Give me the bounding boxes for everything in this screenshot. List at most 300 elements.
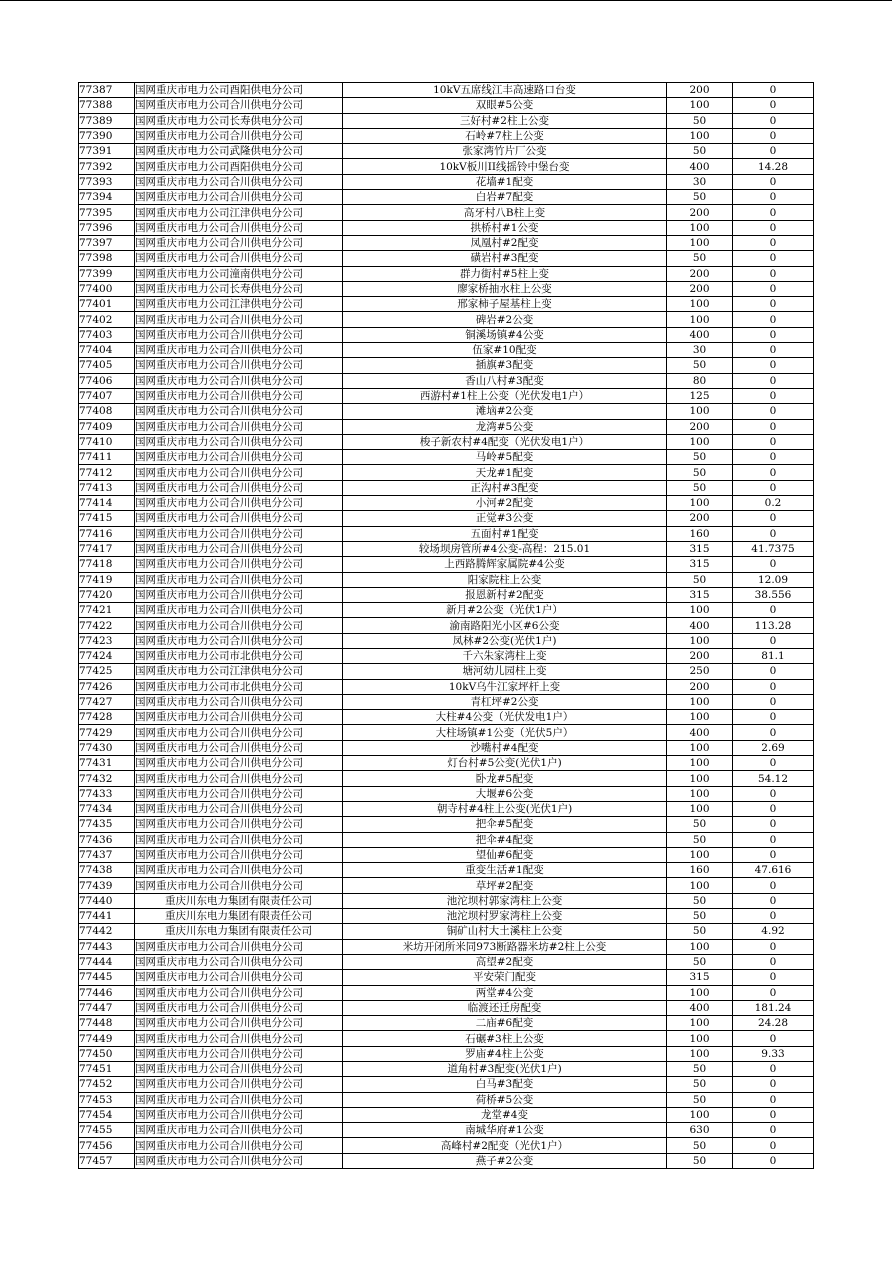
table-row bbox=[79, 557, 814, 572]
table-row bbox=[79, 909, 814, 924]
table-row bbox=[79, 756, 814, 771]
company-cell: 国网重庆市电力公司合川供电分公司 bbox=[135, 603, 343, 618]
company-cell: 国网重庆市电力公司合川供电分公司 bbox=[135, 1046, 343, 1061]
table-row bbox=[79, 450, 814, 465]
capacity-cell: 160 bbox=[667, 526, 733, 541]
table-row bbox=[79, 128, 814, 143]
table-row bbox=[79, 587, 814, 602]
company-cell: 国网重庆市电力公司合川供电分公司 bbox=[135, 128, 343, 143]
row-id-cell: 77424 bbox=[79, 648, 135, 663]
row-id-cell: 77411 bbox=[79, 450, 135, 465]
station-name-cell: 草坪#2配变 bbox=[343, 878, 667, 893]
station-name-cell: 把伞#4配变 bbox=[343, 832, 667, 847]
value-cell: 0 bbox=[733, 312, 814, 327]
value-cell: 0 bbox=[733, 526, 814, 541]
value-cell: 0 bbox=[733, 679, 814, 694]
station-name-cell: 拱桥村#1公变 bbox=[343, 220, 667, 235]
table-row bbox=[79, 863, 814, 878]
station-name-cell: 平安荣门配变 bbox=[343, 970, 667, 985]
row-id-cell: 77420 bbox=[79, 587, 135, 602]
table-row bbox=[79, 1046, 814, 1061]
capacity-cell: 50 bbox=[667, 190, 733, 205]
station-name-cell: 马岭#5配变 bbox=[343, 450, 667, 465]
table-row bbox=[79, 465, 814, 480]
row-id-cell: 77450 bbox=[79, 1046, 135, 1061]
value-cell: 14.28 bbox=[733, 159, 814, 174]
company-cell: 国网重庆市电力公司合川供电分公司 bbox=[135, 832, 343, 847]
capacity-cell: 400 bbox=[667, 327, 733, 342]
capacity-cell: 50 bbox=[667, 893, 733, 908]
company-cell: 国网重庆市电力公司合川供电分公司 bbox=[135, 98, 343, 113]
station-name-cell: 灯台村#5公变(光伏1户) bbox=[343, 756, 667, 771]
company-cell: 国网重庆市电力公司合川供电分公司 bbox=[135, 1016, 343, 1031]
row-id-cell: 77418 bbox=[79, 557, 135, 572]
capacity-cell: 100 bbox=[667, 434, 733, 449]
table-row bbox=[79, 954, 814, 969]
capacity-cell: 100 bbox=[667, 801, 733, 816]
row-id-cell: 77449 bbox=[79, 1031, 135, 1046]
table-row bbox=[79, 266, 814, 281]
capacity-cell: 630 bbox=[667, 1123, 733, 1138]
value-cell: 0 bbox=[733, 1123, 814, 1138]
company-cell: 国网重庆市电力公司合川供电分公司 bbox=[135, 496, 343, 511]
company-cell: 国网重庆市电力公司合川供电分公司 bbox=[135, 327, 343, 342]
capacity-cell: 100 bbox=[667, 633, 733, 648]
table-row bbox=[79, 496, 814, 511]
table-row bbox=[79, 801, 814, 816]
capacity-cell: 100 bbox=[667, 847, 733, 862]
table-row bbox=[79, 388, 814, 403]
capacity-cell: 50 bbox=[667, 144, 733, 159]
row-id-cell: 77405 bbox=[79, 358, 135, 373]
value-cell: 0 bbox=[733, 939, 814, 954]
capacity-cell: 400 bbox=[667, 618, 733, 633]
value-cell: 0 bbox=[733, 878, 814, 893]
company-cell: 国网重庆市电力公司酉阳供电分公司 bbox=[135, 159, 343, 174]
station-name-cell: 小河#2配变 bbox=[343, 496, 667, 511]
capacity-cell: 30 bbox=[667, 343, 733, 358]
station-name-cell: 10kV乌牛江家坪杆上变 bbox=[343, 679, 667, 694]
row-id-cell: 77410 bbox=[79, 434, 135, 449]
company-cell: 国网重庆市电力公司合川供电分公司 bbox=[135, 786, 343, 801]
row-id-cell: 77403 bbox=[79, 327, 135, 342]
row-id-cell: 77402 bbox=[79, 312, 135, 327]
value-cell: 0 bbox=[733, 909, 814, 924]
row-id-cell: 77421 bbox=[79, 603, 135, 618]
station-name-cell: 邢家柿子屋基柱上变 bbox=[343, 297, 667, 312]
row-id-cell: 77399 bbox=[79, 266, 135, 281]
value-cell: 0 bbox=[733, 128, 814, 143]
station-name-cell: 阳家院柱上公变 bbox=[343, 572, 667, 587]
row-id-cell: 77425 bbox=[79, 664, 135, 679]
capacity-cell: 30 bbox=[667, 174, 733, 189]
row-id-cell: 77452 bbox=[79, 1077, 135, 1092]
capacity-cell: 50 bbox=[667, 450, 733, 465]
row-id-cell: 77397 bbox=[79, 235, 135, 250]
capacity-cell: 50 bbox=[667, 1138, 733, 1153]
company-cell: 国网重庆市电力公司合川供电分公司 bbox=[135, 939, 343, 954]
value-cell: 0 bbox=[733, 725, 814, 740]
station-name-cell: 较场坝房管所#4公变-高程：215.01 bbox=[343, 541, 667, 556]
row-id-cell: 77391 bbox=[79, 144, 135, 159]
table-row bbox=[79, 771, 814, 786]
value-cell: 4.92 bbox=[733, 924, 814, 939]
row-id-cell: 77414 bbox=[79, 496, 135, 511]
table-row bbox=[79, 618, 814, 633]
value-cell: 0 bbox=[733, 970, 814, 985]
table-row bbox=[79, 404, 814, 419]
value-cell: 0 bbox=[733, 251, 814, 266]
table-row bbox=[79, 1000, 814, 1015]
company-cell: 国网重庆市电力公司合川供电分公司 bbox=[135, 863, 343, 878]
company-cell: 国网重庆市电力公司江津供电分公司 bbox=[135, 205, 343, 220]
table-row bbox=[79, 832, 814, 847]
company-cell: 重庆川东电力集团有限责任公司 bbox=[135, 909, 343, 924]
company-cell: 国网重庆市电力公司合川供电分公司 bbox=[135, 465, 343, 480]
row-id-cell: 77426 bbox=[79, 679, 135, 694]
table-row bbox=[79, 343, 814, 358]
table-row bbox=[79, 358, 814, 373]
row-id-cell: 77441 bbox=[79, 909, 135, 924]
company-cell: 国网重庆市电力公司合川供电分公司 bbox=[135, 740, 343, 755]
company-cell: 国网重庆市电力公司市北供电分公司 bbox=[135, 679, 343, 694]
capacity-cell: 250 bbox=[667, 664, 733, 679]
station-name-cell: 两堂#4公变 bbox=[343, 985, 667, 1000]
value-cell: 0 bbox=[733, 1138, 814, 1153]
capacity-cell: 200 bbox=[667, 511, 733, 526]
station-name-cell: 二庙#6配变 bbox=[343, 1016, 667, 1031]
company-cell: 国网重庆市电力公司合川供电分公司 bbox=[135, 771, 343, 786]
capacity-cell: 100 bbox=[667, 756, 733, 771]
row-id-cell: 77448 bbox=[79, 1016, 135, 1031]
station-name-cell: 高牙村八B柱上变 bbox=[343, 205, 667, 220]
row-id-cell: 77434 bbox=[79, 801, 135, 816]
table-row bbox=[79, 312, 814, 327]
capacity-cell: 50 bbox=[667, 113, 733, 128]
value-cell: 0 bbox=[733, 847, 814, 862]
capacity-cell: 100 bbox=[667, 1031, 733, 1046]
row-id-cell: 77454 bbox=[79, 1107, 135, 1122]
row-id-cell: 77407 bbox=[79, 388, 135, 403]
capacity-cell: 50 bbox=[667, 251, 733, 266]
table-row bbox=[79, 434, 814, 449]
station-name-cell: 临渡还迁房配变 bbox=[343, 1000, 667, 1015]
table-row bbox=[79, 633, 814, 648]
capacity-cell: 100 bbox=[667, 740, 733, 755]
value-cell: 0 bbox=[733, 1077, 814, 1092]
row-id-cell: 77435 bbox=[79, 817, 135, 832]
company-cell: 国网重庆市电力公司合川供电分公司 bbox=[135, 633, 343, 648]
value-cell: 0 bbox=[733, 985, 814, 1000]
station-name-cell: 青杠坪#2公变 bbox=[343, 694, 667, 709]
row-id-cell: 77396 bbox=[79, 220, 135, 235]
company-cell: 国网重庆市电力公司合川供电分公司 bbox=[135, 710, 343, 725]
capacity-cell: 100 bbox=[667, 878, 733, 893]
table-row bbox=[79, 251, 814, 266]
station-name-cell: 香山八村#3配变 bbox=[343, 373, 667, 388]
table-row bbox=[79, 1092, 814, 1107]
value-cell: 0 bbox=[733, 1107, 814, 1122]
company-cell: 国网重庆市电力公司合川供电分公司 bbox=[135, 480, 343, 495]
value-cell: 0 bbox=[733, 664, 814, 679]
table-row bbox=[79, 83, 814, 98]
company-cell: 国网重庆市电力公司合川供电分公司 bbox=[135, 541, 343, 556]
row-id-cell: 77389 bbox=[79, 113, 135, 128]
value-cell: 0 bbox=[733, 434, 814, 449]
table-row bbox=[79, 1153, 814, 1168]
value-cell: 0 bbox=[733, 113, 814, 128]
station-name-cell: 廖家桥抽水柱上公变 bbox=[343, 281, 667, 296]
table-row bbox=[79, 1062, 814, 1077]
row-id-cell: 77406 bbox=[79, 373, 135, 388]
table-row bbox=[79, 1138, 814, 1153]
value-cell: 0 bbox=[733, 98, 814, 113]
value-cell: 0 bbox=[733, 1092, 814, 1107]
row-id-cell: 77427 bbox=[79, 694, 135, 709]
station-name-cell: 碑岩#2公变 bbox=[343, 312, 667, 327]
row-id-cell: 77444 bbox=[79, 954, 135, 969]
company-cell: 国网重庆市电力公司武隆供电分公司 bbox=[135, 144, 343, 159]
company-cell: 国网重庆市电力公司合川供电分公司 bbox=[135, 817, 343, 832]
company-cell: 国网重庆市电力公司江津供电分公司 bbox=[135, 297, 343, 312]
company-cell: 国网重庆市电力公司合川供电分公司 bbox=[135, 174, 343, 189]
table-row bbox=[79, 113, 814, 128]
station-name-cell: 高峰村#2配变（光伏1户） bbox=[343, 1138, 667, 1153]
table-row bbox=[79, 924, 814, 939]
station-name-cell: 卧龙#5配变 bbox=[343, 771, 667, 786]
company-cell: 国网重庆市电力公司合川供电分公司 bbox=[135, 1077, 343, 1092]
value-cell: 0 bbox=[733, 174, 814, 189]
table-row bbox=[79, 526, 814, 541]
company-cell: 国网重庆市电力公司合川供电分公司 bbox=[135, 954, 343, 969]
table-row bbox=[79, 664, 814, 679]
company-cell: 国网重庆市电力公司合川供电分公司 bbox=[135, 878, 343, 893]
row-id-cell: 77447 bbox=[79, 1000, 135, 1015]
company-cell: 国网重庆市电力公司江津供电分公司 bbox=[135, 664, 343, 679]
station-name-cell: 把伞#5配变 bbox=[343, 817, 667, 832]
capacity-cell: 50 bbox=[667, 1153, 733, 1168]
company-cell: 国网重庆市电力公司合川供电分公司 bbox=[135, 404, 343, 419]
company-cell: 国网重庆市电力公司合川供电分公司 bbox=[135, 1092, 343, 1107]
value-cell: 54.12 bbox=[733, 771, 814, 786]
value-cell: 0 bbox=[733, 817, 814, 832]
row-id-cell: 77437 bbox=[79, 847, 135, 862]
company-cell: 国网重庆市电力公司合川供电分公司 bbox=[135, 756, 343, 771]
table-row bbox=[79, 847, 814, 862]
station-name-cell: 天龙#1配变 bbox=[343, 465, 667, 480]
station-name-cell: 插旗#3配变 bbox=[343, 358, 667, 373]
value-cell: 0 bbox=[733, 343, 814, 358]
table-row bbox=[79, 373, 814, 388]
row-id-cell: 77443 bbox=[79, 939, 135, 954]
value-cell: 0 bbox=[733, 786, 814, 801]
value-cell: 0 bbox=[733, 557, 814, 572]
station-name-cell: 铜溪场镇#4公变 bbox=[343, 327, 667, 342]
table-row bbox=[79, 205, 814, 220]
row-id-cell: 77417 bbox=[79, 541, 135, 556]
capacity-cell: 50 bbox=[667, 465, 733, 480]
table-row bbox=[79, 419, 814, 434]
table-row bbox=[79, 970, 814, 985]
capacity-cell: 100 bbox=[667, 985, 733, 1000]
capacity-cell: 50 bbox=[667, 480, 733, 495]
value-cell: 0 bbox=[733, 266, 814, 281]
value-cell: 0 bbox=[733, 144, 814, 159]
value-cell: 0 bbox=[733, 694, 814, 709]
company-cell: 国网重庆市电力公司合川供电分公司 bbox=[135, 358, 343, 373]
row-id-cell: 77394 bbox=[79, 190, 135, 205]
station-name-cell: 双眼#5公变 bbox=[343, 98, 667, 113]
row-id-cell: 77445 bbox=[79, 970, 135, 985]
table-row bbox=[79, 893, 814, 908]
station-name-cell: 大柱场镇#1公变（光伏5户） bbox=[343, 725, 667, 740]
station-name-cell: 五面村#1配变 bbox=[343, 526, 667, 541]
station-name-cell: 南城华府#1公变 bbox=[343, 1123, 667, 1138]
table-row bbox=[79, 939, 814, 954]
capacity-cell: 100 bbox=[667, 235, 733, 250]
station-name-cell: 龙堂#4变 bbox=[343, 1107, 667, 1122]
station-name-cell: 望仙#6配变 bbox=[343, 847, 667, 862]
station-name-cell: 西游村#1柱上公变（光伏发电1户） bbox=[343, 388, 667, 403]
station-name-cell: 米坊开闭所米同973断路器米坊#2柱上公变 bbox=[343, 939, 667, 954]
capacity-cell: 100 bbox=[667, 98, 733, 113]
station-name-cell: 白岩#7配变 bbox=[343, 190, 667, 205]
table-row bbox=[79, 648, 814, 663]
table-row bbox=[79, 878, 814, 893]
row-id-cell: 77439 bbox=[79, 878, 135, 893]
value-cell: 38.556 bbox=[733, 587, 814, 602]
table-row bbox=[79, 281, 814, 296]
value-cell: 0 bbox=[733, 220, 814, 235]
company-cell: 国网重庆市电力公司合川供电分公司 bbox=[135, 235, 343, 250]
capacity-cell: 200 bbox=[667, 83, 733, 98]
row-id-cell: 77416 bbox=[79, 526, 135, 541]
company-cell: 国网重庆市电力公司合川供电分公司 bbox=[135, 419, 343, 434]
row-id-cell: 77398 bbox=[79, 251, 135, 266]
station-name-cell: 白马#3配变 bbox=[343, 1077, 667, 1092]
row-id-cell: 77433 bbox=[79, 786, 135, 801]
table-row bbox=[79, 740, 814, 755]
station-name-cell: 报恩新村#2配变 bbox=[343, 587, 667, 602]
row-id-cell: 77390 bbox=[79, 128, 135, 143]
capacity-cell: 50 bbox=[667, 954, 733, 969]
table-row bbox=[79, 1107, 814, 1122]
value-cell: 0.2 bbox=[733, 496, 814, 511]
capacity-cell: 315 bbox=[667, 557, 733, 572]
value-cell: 0 bbox=[733, 633, 814, 648]
value-cell: 0 bbox=[733, 710, 814, 725]
value-cell: 0 bbox=[733, 832, 814, 847]
value-cell: 0 bbox=[733, 801, 814, 816]
station-name-cell: 荷桥#5公变 bbox=[343, 1092, 667, 1107]
value-cell: 0 bbox=[733, 205, 814, 220]
company-cell: 国网重庆市电力公司合川供电分公司 bbox=[135, 1062, 343, 1077]
capacity-cell: 315 bbox=[667, 541, 733, 556]
capacity-cell: 400 bbox=[667, 1000, 733, 1015]
capacity-cell: 100 bbox=[667, 603, 733, 618]
row-id-cell: 77409 bbox=[79, 419, 135, 434]
capacity-cell: 315 bbox=[667, 587, 733, 602]
capacity-cell: 50 bbox=[667, 358, 733, 373]
company-cell: 国网重庆市电力公司合川供电分公司 bbox=[135, 373, 343, 388]
value-cell: 0 bbox=[733, 404, 814, 419]
company-cell: 国网重庆市电力公司合川供电分公司 bbox=[135, 801, 343, 816]
row-id-cell: 77428 bbox=[79, 710, 135, 725]
capacity-cell: 200 bbox=[667, 648, 733, 663]
company-cell: 国网重庆市电力公司酉阳供电分公司 bbox=[135, 83, 343, 98]
row-id-cell: 77438 bbox=[79, 863, 135, 878]
value-cell: 0 bbox=[733, 358, 814, 373]
row-id-cell: 77400 bbox=[79, 281, 135, 296]
capacity-cell: 200 bbox=[667, 419, 733, 434]
capacity-cell: 50 bbox=[667, 1092, 733, 1107]
value-cell: 0 bbox=[733, 190, 814, 205]
table-row bbox=[79, 710, 814, 725]
company-cell: 国网重庆市电力公司合川供电分公司 bbox=[135, 1153, 343, 1168]
station-name-cell: 10kV五席线江丰高速路口台变 bbox=[343, 83, 667, 98]
value-cell: 0 bbox=[733, 1031, 814, 1046]
row-id-cell: 77429 bbox=[79, 725, 135, 740]
capacity-cell: 160 bbox=[667, 863, 733, 878]
company-cell: 国网重庆市电力公司合川供电分公司 bbox=[135, 343, 343, 358]
company-cell: 国网重庆市电力公司合川供电分公司 bbox=[135, 251, 343, 266]
station-name-cell: 凤林#2公变(光伏1户) bbox=[343, 633, 667, 648]
company-cell: 国网重庆市电力公司潼南供电分公司 bbox=[135, 266, 343, 281]
table-row bbox=[79, 144, 814, 159]
table-row bbox=[79, 480, 814, 495]
value-cell: 0 bbox=[733, 893, 814, 908]
row-id-cell: 77432 bbox=[79, 771, 135, 786]
table-row bbox=[79, 1031, 814, 1046]
station-name-cell: 张家湾竹片厂公变 bbox=[343, 144, 667, 159]
company-cell: 国网重庆市电力公司市北供电分公司 bbox=[135, 648, 343, 663]
row-id-cell: 77404 bbox=[79, 343, 135, 358]
table-row bbox=[79, 786, 814, 801]
company-cell: 国网重庆市电力公司合川供电分公司 bbox=[135, 587, 343, 602]
row-id-cell: 77408 bbox=[79, 404, 135, 419]
capacity-cell: 200 bbox=[667, 205, 733, 220]
company-cell: 国网重庆市电力公司合川供电分公司 bbox=[135, 847, 343, 862]
row-id-cell: 77455 bbox=[79, 1123, 135, 1138]
table-row bbox=[79, 1077, 814, 1092]
row-id-cell: 77453 bbox=[79, 1092, 135, 1107]
capacity-cell: 50 bbox=[667, 1077, 733, 1092]
table-row bbox=[79, 725, 814, 740]
capacity-cell: 200 bbox=[667, 281, 733, 296]
company-cell: 国网重庆市电力公司合川供电分公司 bbox=[135, 526, 343, 541]
row-id-cell: 77446 bbox=[79, 985, 135, 1000]
station-name-cell: 正沟村#3配变 bbox=[343, 480, 667, 495]
value-cell: 0 bbox=[733, 1062, 814, 1077]
station-name-cell: 池沱坝村罗家湾柱上公变 bbox=[343, 909, 667, 924]
capacity-cell: 100 bbox=[667, 220, 733, 235]
station-name-cell: 渝南路阳光小区#6公变 bbox=[343, 618, 667, 633]
value-cell: 113.28 bbox=[733, 618, 814, 633]
row-id-cell: 77423 bbox=[79, 633, 135, 648]
row-id-cell: 77415 bbox=[79, 511, 135, 526]
capacity-cell: 100 bbox=[667, 404, 733, 419]
company-cell: 重庆川东电力集团有限责任公司 bbox=[135, 893, 343, 908]
company-cell: 国网重庆市电力公司合川供电分公司 bbox=[135, 434, 343, 449]
value-cell: 0 bbox=[733, 327, 814, 342]
value-cell: 0 bbox=[733, 603, 814, 618]
capacity-cell: 315 bbox=[667, 970, 733, 985]
table-row bbox=[79, 98, 814, 113]
value-cell: 12.09 bbox=[733, 572, 814, 587]
company-cell: 国网重庆市电力公司合川供电分公司 bbox=[135, 694, 343, 709]
capacity-cell: 400 bbox=[667, 159, 733, 174]
station-name-cell: 铜矿山村大土溪柱上公变 bbox=[343, 924, 667, 939]
